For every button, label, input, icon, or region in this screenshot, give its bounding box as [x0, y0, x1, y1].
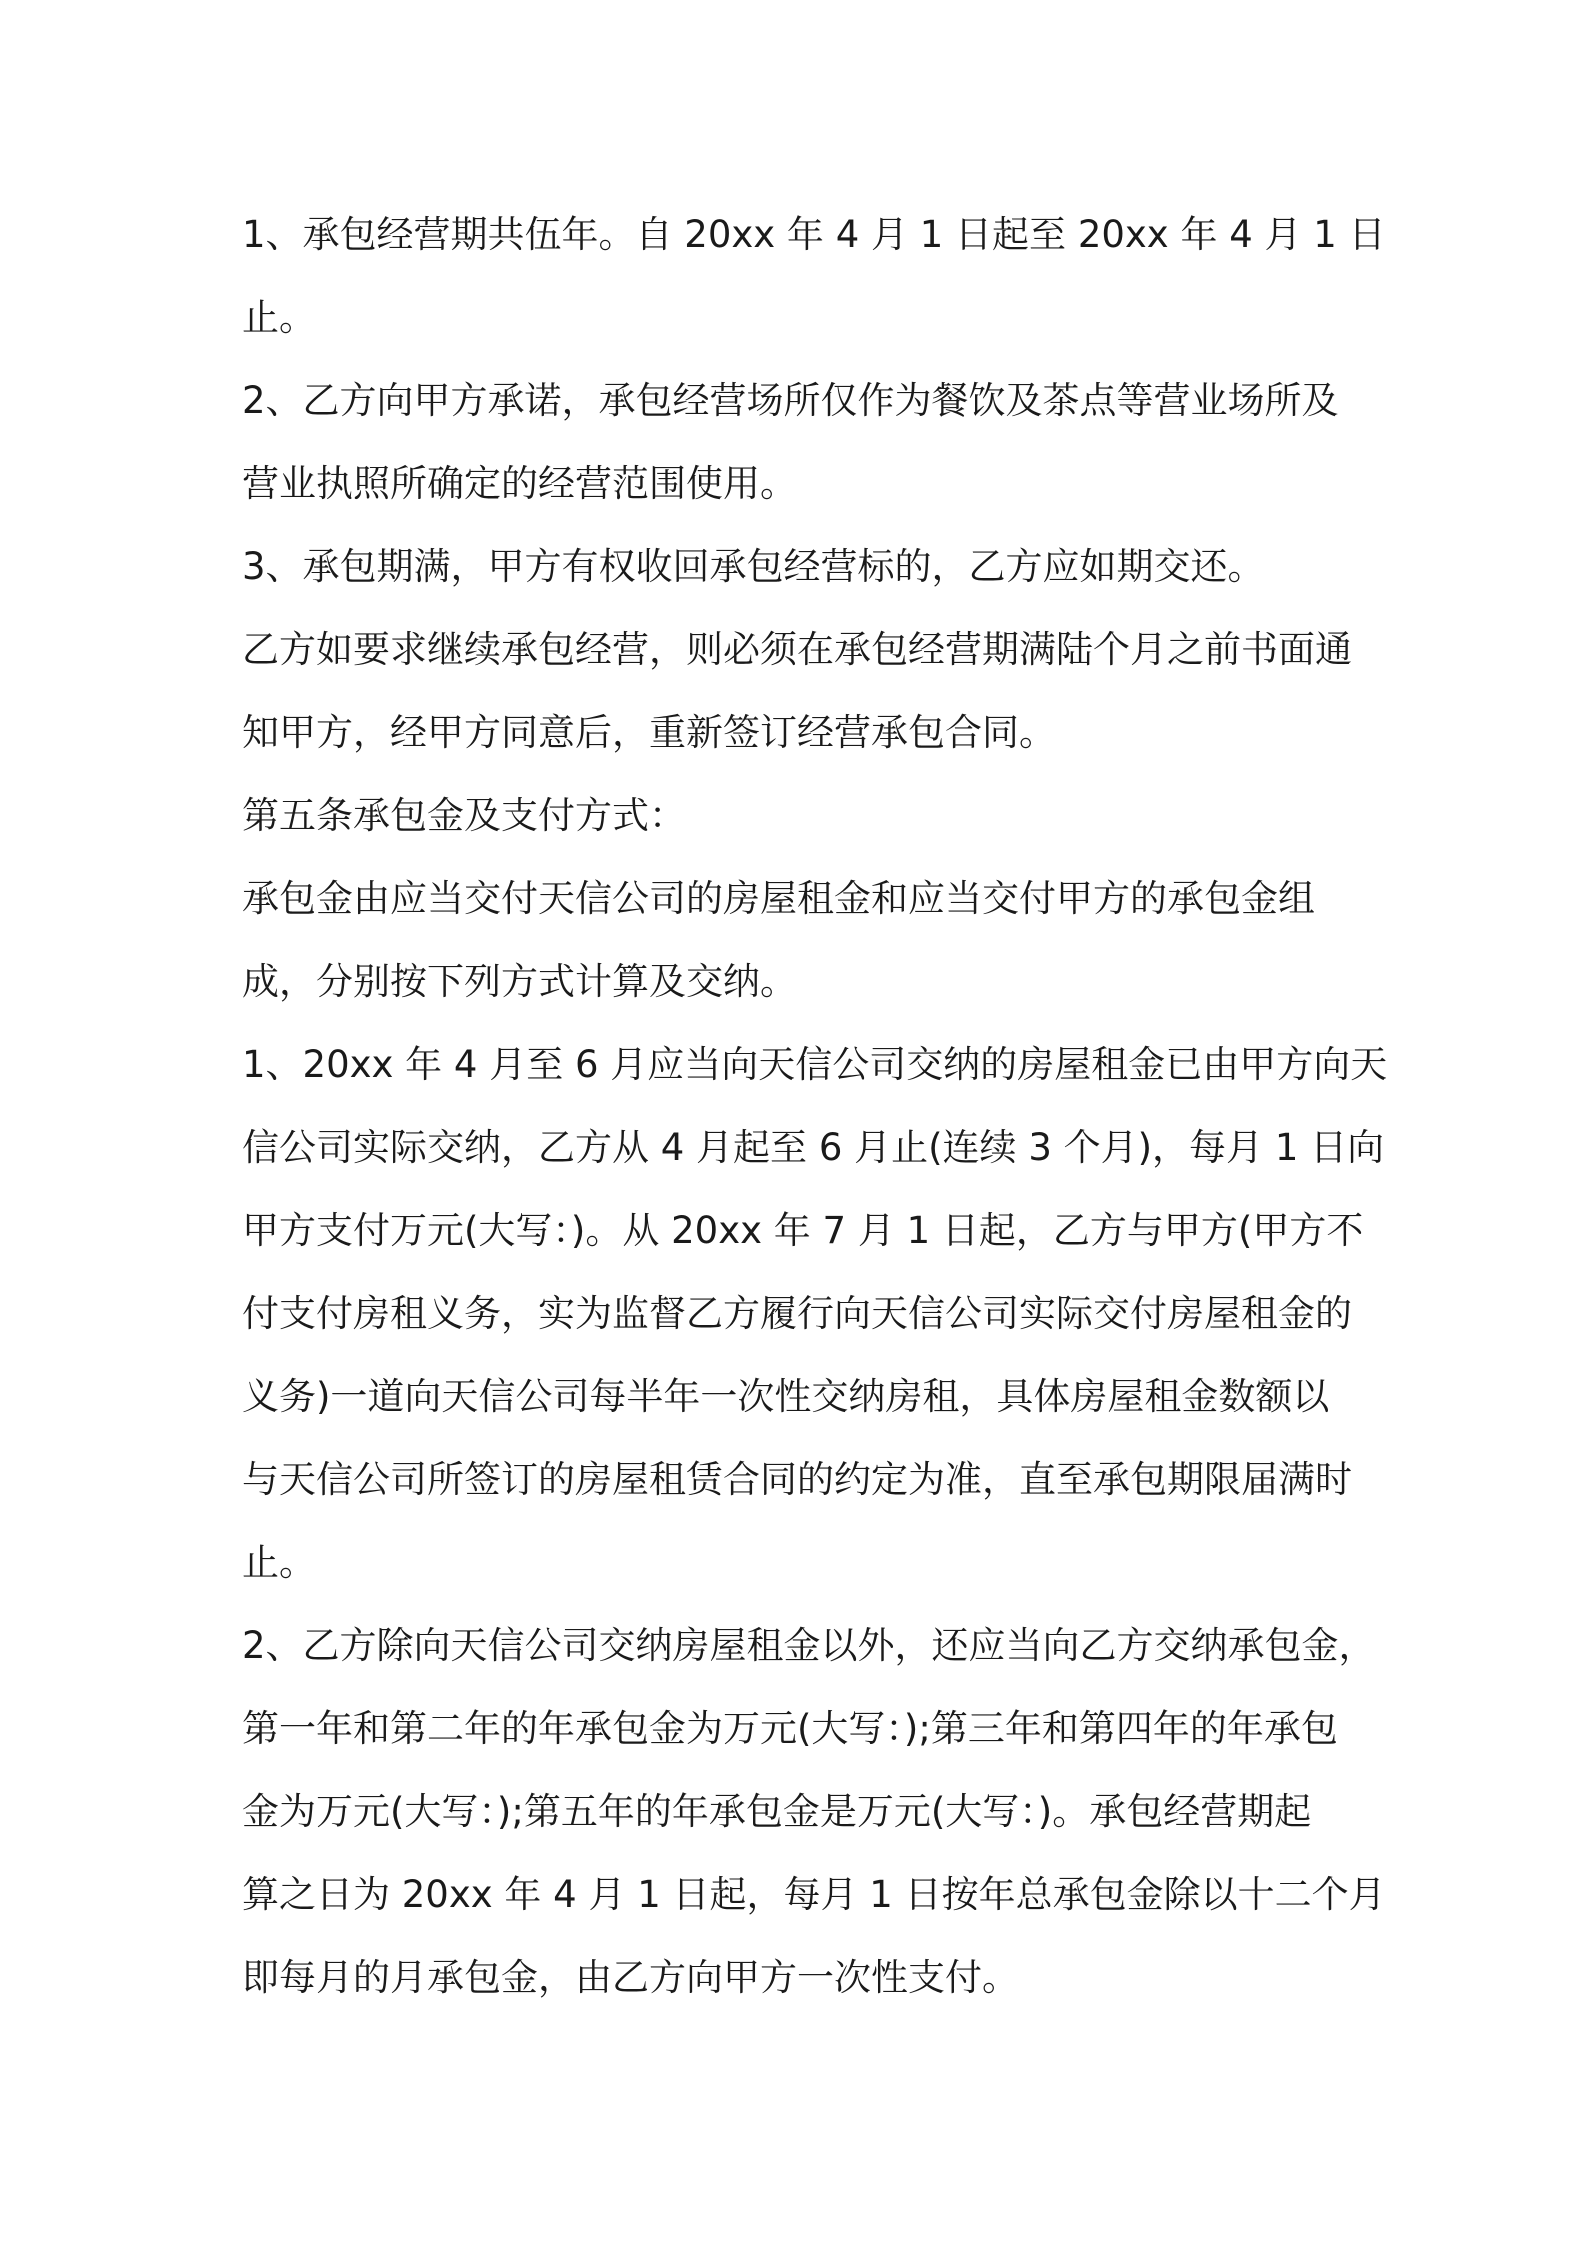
text-line: 1、20xx 年 4 月至 6 月应当向天信公司交纳的房屋租金已由甲方向天 [242, 1043, 1388, 1086]
text-line: 付支付房租义务，实为监督乙方履行向天信公司实际交付房屋租金的 [242, 1292, 1352, 1335]
text-line: 2、乙方除向天信公司交纳房屋租金以外，还应当向乙方交纳承包金， [242, 1624, 1376, 1667]
text-line: 1、承包经营期共伍年。自 20xx 年 4 月 1 日起至 20xx 年 4 月 1 日 [242, 213, 1386, 256]
text-line: 承包金由应当交付天信公司的房屋租金和应当交付甲方的承包金组 [242, 877, 1315, 920]
text-line: 义务)一道向天信公司每半年一次性交纳房租，具体房屋租金数额以 [242, 1375, 1330, 1418]
text-line: 第一年和第二年的年承包金为万元(大写：);第三年和第四年的年承包 [242, 1707, 1338, 1750]
text-line: 乙方如要求继续承包经营，则必须在承包经营期满陆个月之前书面通 [242, 628, 1352, 671]
text-line: 3、承包期满，甲方有权收回承包经营标的，乙方应如期交还。 [242, 545, 1265, 588]
text-line: 营业执照所确定的经营范围使用。 [242, 462, 797, 505]
text-line: 甲方支付万元(大写：)。从 20xx 年 7 月 1 日起，乙方与甲方(甲方不 [242, 1209, 1364, 1252]
text-line: 信公司实际交纳，乙方从 4 月起至 6 月止(连续 3 个月)，每月 1 日向 [242, 1126, 1385, 1169]
text-line: 金为万元(大写：);第五年的年承包金是万元(大写：)。承包经营期起 [242, 1790, 1312, 1833]
section-heading: 第五条承包金及支付方式： [242, 794, 686, 837]
text-line: 成，分别按下列方式计算及交纳。 [242, 960, 797, 1003]
text-line: 2、乙方向甲方承诺，承包经营场所仅作为餐饮及茶点等营业场所及 [242, 379, 1339, 422]
text-line: 即每月的月承包金，由乙方向甲方一次性支付。 [242, 1956, 1019, 1999]
contract-text [242, 193, 1388, 2019]
text-line: 止。 [242, 296, 316, 339]
text-line: 与天信公司所签订的房屋租赁合同的约定为准，直至承包期限届满时 [242, 1458, 1352, 1501]
text-line: 知甲方，经甲方同意后，重新签订经营承包合同。 [242, 711, 1056, 754]
text-line: 算之日为 20xx 年 4 月 1 日起，每月 1 日按年总承包金除以十二个月 [242, 1873, 1386, 1916]
text-line: 止。 [242, 1541, 316, 1584]
